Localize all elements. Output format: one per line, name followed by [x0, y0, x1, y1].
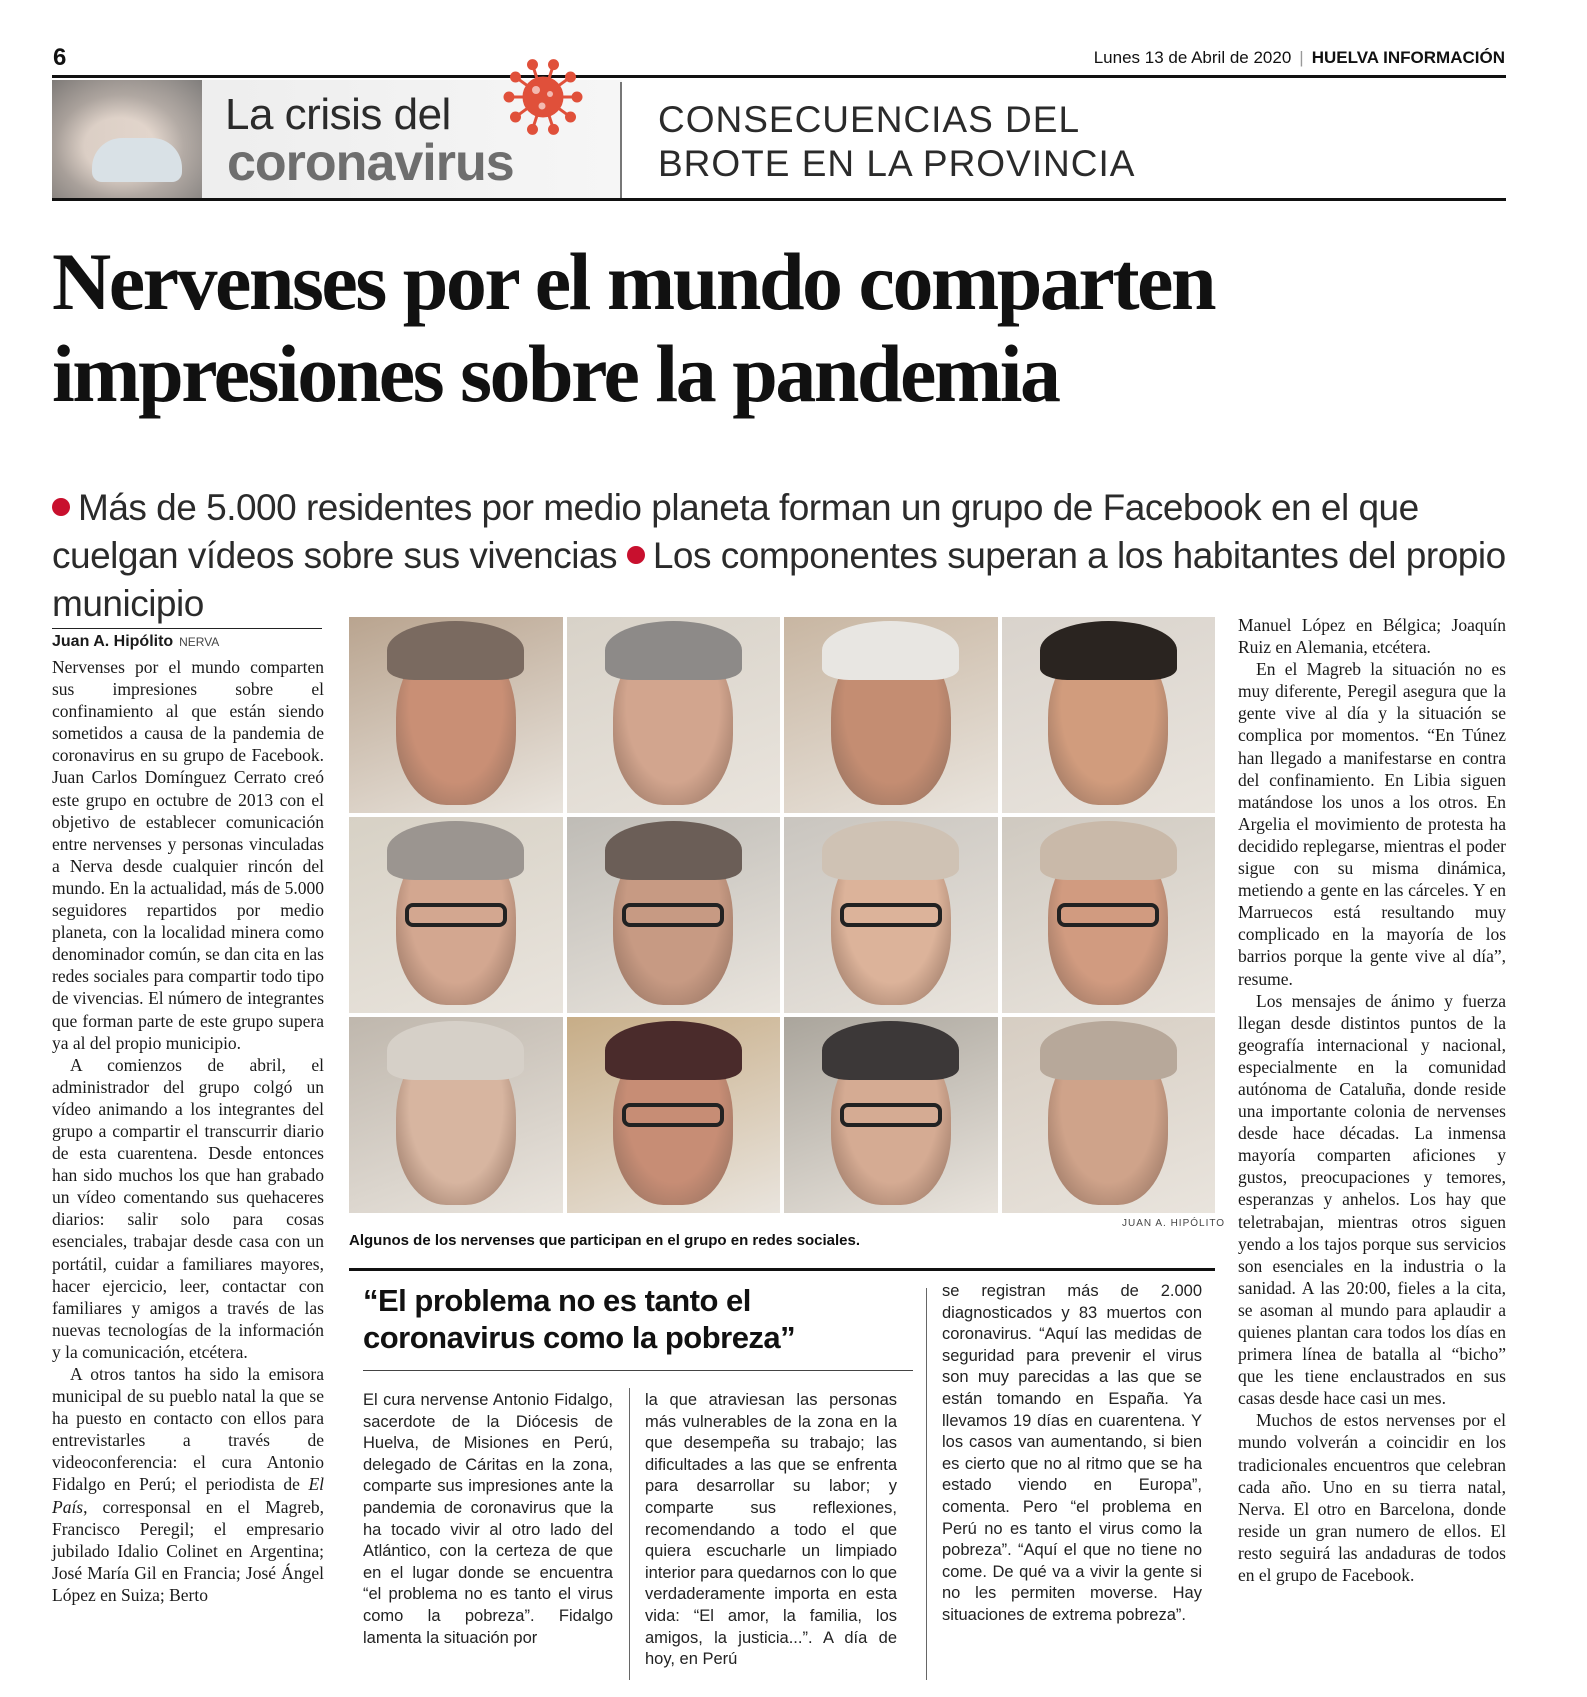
subheadline — [52, 484, 1532, 628]
hair-shape — [605, 621, 742, 680]
hair-shape — [605, 1021, 742, 1080]
sidebar-top-rule — [349, 1268, 1215, 1271]
headline-line-1: Nervenses por el mundo comparten — [52, 236, 1215, 327]
hair-shape — [1040, 621, 1177, 680]
paragraph — [52, 1363, 324, 1606]
paragraph-text: , corresponsal en el Magreb, Francisco Peregil; el empresario jubilado Idalio Colinet en Argentina; José María Gil en Francia; José Ángel López en Suiza; Berto — [52, 1496, 324, 1605]
top-rule — [52, 75, 1506, 78]
portrait-photo — [1002, 1017, 1216, 1213]
paragraph: Nervenses por el mundo comparten sus impresiones sobre el confinamiento al que están siendo sometidos a causa de la pandemia de coronavirus en su grupo de Facebook. Juan Carlos Domínguez Cerrato creó este grupo en octubre de 2013 con el objetivo de establecer comunicación entre nervenses y personas vinculadas a Nerva desde cualquier rincón del mundo. En la actualidad, más de 5.000 seguidores repartidos por medio planeta, con la localidad minera como denominador común, se dan cita en las redes sociales para compartir todo tipo de vivencias. El número de integrantes que forman parte de este grupo supera ya al del propio municipio. — [52, 657, 324, 1053]
hair-shape — [822, 621, 959, 680]
portrait-photo — [1002, 617, 1216, 813]
photo-collage — [349, 617, 1215, 1213]
paragraph: Manuel López en Bélgica; Joaquín Ruiz en Alemania, etcétera. — [1238, 615, 1506, 658]
portrait-photo — [349, 1017, 563, 1213]
hair-shape — [1040, 821, 1177, 880]
paragraph: Muchos de estos nervenses por el mundo volverán a coincidir en los tradicionales encuentros que celebran cada año. Uno en su tierra natal, Nerva. El otro en Barcelona, donde reside un gran numero de ellos. El resto seguirá las andaduras de todos en el grupo de Facebook. — [1238, 1410, 1506, 1586]
portrait-photo — [567, 617, 781, 813]
author-name: Juan A. Hipólito — [52, 633, 174, 650]
byline — [52, 628, 322, 651]
subhead-part-2: Los componentes superan a los habitantes del propio municipio — [52, 535, 1506, 624]
headline-line-2: impresiones sobre la pandemia — [52, 328, 1059, 419]
sidebar-column-3 — [942, 1281, 1202, 1627]
portrait-photo — [784, 817, 998, 1013]
subsection-line-2: BROTE EN LA PROVINCIA — [658, 143, 1136, 184]
glasses-shape — [622, 903, 724, 927]
paragraph-text: A otros tantos ha sido la emisora municipal de su pueblo natal la que se ha puesto en contacto con ellos para entrevistarles a través de videoconferencia: el cura Antonio Fidalgo en Perú; el periodista de — [52, 1364, 324, 1495]
section-kicker: La crisis del — [225, 90, 451, 139]
portrait-photo — [784, 1017, 998, 1213]
paragraph: la que atraviesan las personas más vulnerables de la zona en la que desempeña su trabajo; las dificultades a las que se enfrenta para desarrollar su labor; y comparte sus reflexiones, recomendando a todo el que quiera escucharle un limpiado interior para quedarnos con lo que verdaderamente importa en esta vida: “El amor, la familia, los amigos, la justicia...”. A día de hoy, en Perú — [645, 1391, 897, 1669]
sidebar-title-rule — [363, 1370, 913, 1371]
section-divider — [620, 82, 622, 200]
hair-shape — [822, 821, 959, 880]
photo-caption: Algunos de los nervenses que participan en el grupo en redes sociales. — [349, 1232, 860, 1249]
hair-shape — [387, 1021, 524, 1080]
paragraph: El cura nervense Antonio Fidalgo, sacerdote de la Diócesis de Huelva, de Misiones en Perú, delegado de Cáritas en la zona, comparte sus impresiones ante la pandemia de coronavirus que la ha tocado vivir al otro lado del Atlántico, con la certeza de que en el lugar donde se encuentra “el problema no es tanto el virus como la pobreza”. Fidalgo lamenta la situación por — [363, 1391, 613, 1647]
sidebar-title: “El problema no es tanto el coronavirus como la pobreza” — [363, 1283, 796, 1355]
banner-bottom-rule — [52, 198, 1506, 201]
bullet-dot-icon — [52, 498, 70, 516]
sidebar-column-2 — [645, 1390, 897, 1671]
glasses-shape — [1057, 903, 1159, 927]
portrait-photo — [1002, 817, 1216, 1013]
column-divider — [926, 1288, 927, 1680]
paragraph: Los mensajes de ánimo y fuerza llegan desde distintos puntos de la geografía internacional y nacional, especialmente en la comunidad autónoma de Cataluña, donde reside una importante colonia de nervenses desde hace décadas. La inmensa mayoría comparten aficiones y gustos, preocupaciones y temores, esperanzas y anhelos. Los hay que teletrabajan, mientras otros siguen yendo a los tajos porque sus servicios son esenciales en la industria o la sanidad. A las 20:00, fieles a la cita, se asoman al mundo para aplaudir a quienes plantan cara todos los días en primera línea de batalla al “bicho” que les tiene enclaustrados en sus casas desde hace casi un mes. — [1238, 990, 1506, 1409]
subsection-heading — [658, 98, 1135, 186]
portrait-photo — [349, 817, 563, 1013]
glasses-shape — [622, 1103, 724, 1127]
date: Lunes 13 de Abril de 2020 — [1093, 48, 1292, 67]
bullet-dot-icon — [627, 546, 645, 564]
publication-name: El País — [52, 1474, 324, 1517]
subsection-line-1: CONSECUENCIAS DEL — [658, 99, 1081, 140]
face-mask-image — [92, 138, 182, 182]
portrait-photo — [784, 617, 998, 813]
paragraph: En el Magreb la situación no es muy diferente, Peregil asegura que la gente vive al día y la situación se complica por momentos. “En Túnez han llegado a manifestarse en contra del confinamiento. En Libia siguen matándose los unos a los otros. En Argelia el movimiento de protesta ha decidido replegarse, mientras el poder sigue con su misma dinámica, metiendo a gente en las cárceles. Y en Marruecos está resultando muy complicado en la mayoría de los barrios porque la gente vive al día”, resume. — [1238, 659, 1506, 989]
sidebar-column-1 — [363, 1390, 613, 1649]
photo-credit: JUAN A. HIPÓLITO — [1122, 1218, 1226, 1229]
paragraph: A comienzos de abril, el administrador del grupo colgó un vídeo animando a los integrantes del grupo a compartir el transcurrir diario de esta cuarentena. Desde entonces han sido muchos los que han grabado un vídeo comentando sus quehaceres diarios: salir solo para cosas esenciales, trabajar desde casa con un portátil, cuidar a familiares mayores, hacer ejercicio, leer, contactar con familiares y amigos a través de las nuevas tecnologías de la información y la comunicación, etcétera. — [52, 1054, 324, 1362]
glasses-shape — [405, 903, 507, 927]
hair-shape — [605, 821, 742, 880]
glasses-shape — [840, 903, 942, 927]
byline-location: NERVA — [179, 635, 220, 649]
hair-shape — [1040, 1021, 1177, 1080]
newspaper-name: HUELVA INFORMACIÓN — [1311, 48, 1505, 67]
glasses-shape — [840, 1103, 942, 1127]
hair-shape — [387, 821, 524, 880]
article-column-1 — [52, 656, 324, 1606]
subhead-part-1: Más de 5.000 residentes por medio planeta forman un grupo de Facebook en el que cuelgan vídeos sobre sus vivencias — [52, 487, 1419, 576]
dateline — [1094, 48, 1505, 68]
hair-shape — [822, 1021, 959, 1080]
headline — [52, 236, 1532, 420]
portrait-photo — [567, 1017, 781, 1213]
article-column-4 — [1238, 614, 1506, 1586]
separator: | — [1299, 48, 1304, 67]
section-title: coronavirus — [227, 134, 514, 192]
virus-icon — [498, 52, 588, 142]
column-divider — [629, 1388, 630, 1680]
paragraph: se registran más de 2.000 diagnosticados y 83 muertos con coronavirus. “Aquí las medidas de seguridad para prevenir el virus son muy parecidas a las que se están tomando en España. Ya llevamos 19 días en cuarentena. Y los casos van aumentando, si bien es cierto que no al ritmo que se ha estado viendo en Europa”, comenta. Pero “el problema en Perú no es tanto el virus como la pobreza”. “Aquí el que no tiene no come. De qué va a vivir la gente si no les permiten moverse. Hay situaciones de extrema pobreza”. — [942, 1282, 1202, 1624]
page-number: 6 — [53, 44, 67, 71]
hair-shape — [387, 621, 524, 680]
portrait-photo — [349, 617, 563, 813]
portrait-photo — [567, 817, 781, 1013]
